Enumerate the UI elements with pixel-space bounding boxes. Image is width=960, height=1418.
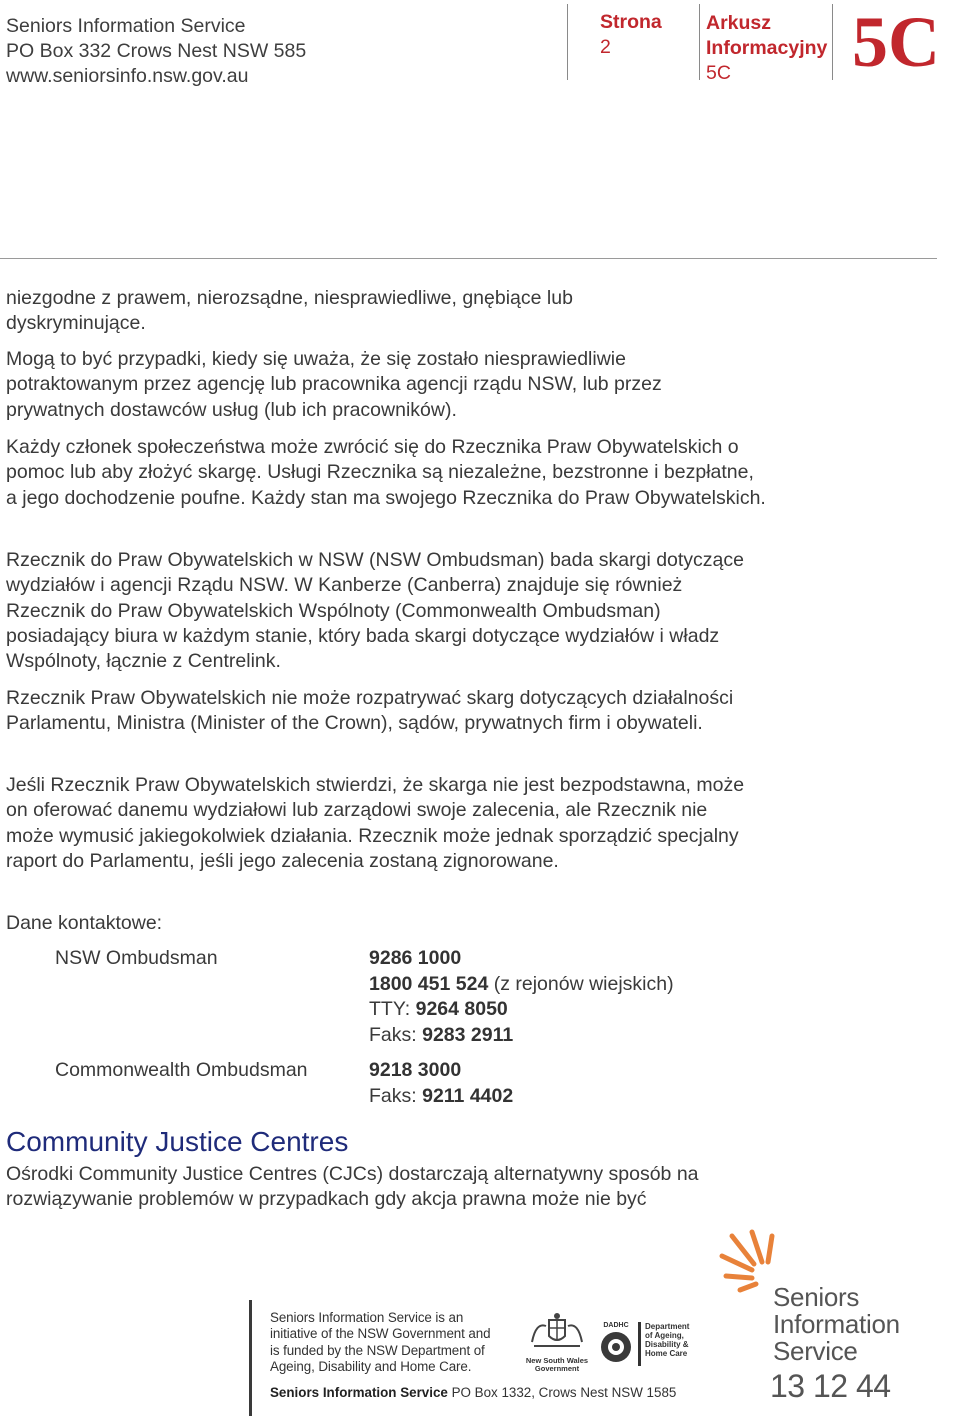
dadhc-logo	[598, 1322, 690, 1368]
dadhc-line: Department	[645, 1322, 690, 1331]
paragraph	[6, 773, 756, 874]
footer-funding-note	[270, 1310, 490, 1376]
dadhc-emblem	[598, 1322, 634, 1368]
page-indicator	[600, 10, 662, 60]
paragraph-continuation	[6, 286, 906, 337]
contact-phone: 9286 1000	[369, 947, 462, 969]
contacts-heading	[6, 911, 906, 936]
paragraph-line: dyskryminujące.	[6, 312, 146, 335]
dadhc-abbr: DADHC	[603, 1322, 629, 1329]
tty-label: TTY:	[369, 998, 416, 1020]
section-title: Community Justice Centres	[6, 1126, 349, 1157]
dadhc-divider	[638, 1322, 641, 1366]
paragraph-text: Mogą to być przypadki, kiedy się uważa, że się zostało niesprawiedliwie potraktowanym przez agencję lub pracownika agencji rządu NSW, lub przez prywatnych dostawców usług (lub ich pracowników).	[6, 348, 662, 421]
contact-row	[55, 1058, 915, 1109]
paragraph-text: Każdy członek społeczeństwa może zwrócić się do Rzecznika Praw Obywatelskich o pomoc lub aby złożyć skargę. Usługi Rzecznika są niezależne, bezstronne i bezpłatne, a jego dochodzenie poufne. Każdy stan ma swojego Rzecznika do Praw Obywatelskich.	[6, 436, 766, 509]
paragraph	[6, 435, 766, 511]
sheet-label: Arkusz	[706, 12, 772, 34]
dadhc-line: Home Care	[645, 1349, 688, 1358]
fax-label: Faks:	[369, 1023, 423, 1046]
dadhc-line: Disability &	[645, 1340, 689, 1349]
nsw-caption-line: New South Wales	[525, 1356, 589, 1365]
contact-values	[369, 946, 674, 1048]
paragraph-text: Rzecznik do Praw Obywatelskich w NSW (NSW Ombudsman) bada skargi dotyczące wydziałów i agencji Rządu NSW. W Kanberze (Canberra) znajduje się również Rzecznik do Praw Obywatelskich Wspólnoty (Commonwealth Ombudsman) posiadający biura w każdym stanie, który bada skargi dotyczące wydziałów i władz Wspólnoty, łącznie z Centrelink.	[6, 549, 744, 673]
paragraph-line: niezgodne z prawem, nierozsądne, niesprawiedliwe, gnębiące lub	[6, 287, 573, 309]
footer-line: Seniors Information Service is an	[270, 1310, 464, 1325]
header-divider	[567, 4, 568, 80]
sheet-id: 5C	[706, 62, 731, 84]
footer-address-text: PO Box 1332, Crows Nest NSW 1585	[447, 1385, 677, 1400]
section-text: Ośrodki Community Justice Centres (CJCs) dostarczają alternatywny sposób na rozwiązywanie problemów w przypadkach gdy akcja prawna może nie być	[6, 1163, 699, 1211]
footer-address-name: Seniors Information Service	[270, 1385, 448, 1400]
header-divider	[699, 4, 700, 80]
nsw-caption-line: Government	[534, 1364, 580, 1373]
contact-row	[55, 946, 915, 1048]
contact-rural-phone: 1800 451 524	[369, 972, 489, 995]
seniors-info-phone: 13 12 44	[770, 1368, 891, 1404]
sheet-indicator	[706, 11, 827, 86]
contact-name: NSW Ombudsman	[55, 947, 218, 969]
org-name: Seniors Information Service	[6, 15, 246, 37]
dadhc-circle-icon	[598, 1329, 634, 1365]
coat-of-arms-icon	[524, 1312, 590, 1352]
contact-fax: 9283 2911	[422, 1023, 514, 1046]
contact-tty: 9264 8050	[415, 998, 508, 1020]
contact-fax: 9211 4402	[422, 1084, 514, 1107]
logo-line: Seniors	[773, 1282, 860, 1312]
seniors-info-logo-text	[773, 1284, 900, 1365]
paragraph	[6, 548, 766, 674]
contact-values	[369, 1058, 513, 1109]
paragraph-text: Rzecznik Praw Obywatelskich nie może rozpatrywać skarg dotyczących działalności Parlamentu, Ministra (Minister of the Crown), sądów, prywatnych firm i obywateli.	[6, 687, 734, 735]
logo-line: Information	[773, 1309, 900, 1339]
contact-rural-note: (z rejonów wiejskich)	[488, 972, 674, 995]
paragraph-text: Jeśli Rzecznik Praw Obywatelskich stwierdzi, że skarga nie jest bezpodstawna, może on oferować danemu wydziałowi lub zarządowi swoje zalecenia, ale Rzecznik nie może wymusić jakiegokolwiek działania. Rzecznik może jednak sporządzić specjalny raport do Parlamentu, jeśli jego zalecenia zostaną zignorowane.	[6, 774, 745, 872]
contact-phone: 9218 3000	[369, 1059, 462, 1081]
logo-line: Service	[773, 1336, 858, 1366]
contacts-heading-text: Dane kontaktowe:	[6, 912, 163, 934]
nsw-government-logo	[524, 1312, 590, 1373]
dadhc-line: of Ageing,	[645, 1331, 684, 1340]
paragraph	[6, 347, 726, 423]
org-address: PO Box 332 Crows Nest NSW 585	[6, 40, 307, 62]
dadhc-caption	[645, 1322, 689, 1358]
contacts-table	[55, 946, 915, 1109]
nsw-caption	[524, 1357, 590, 1373]
footer-line: initiative of the NSW Government and	[270, 1326, 491, 1342]
header-organization	[6, 14, 306, 89]
footer-address	[270, 1385, 676, 1400]
footer-line: is funded by the NSW Department of	[270, 1342, 485, 1358]
fax-label: Faks:	[369, 1084, 423, 1107]
section-paragraph	[6, 1162, 776, 1213]
sheet-id-large: 5C	[852, 2, 940, 82]
header-divider	[832, 4, 833, 80]
org-website: www.seniorsinfo.nsw.gov.au	[6, 65, 249, 87]
paragraph	[6, 686, 736, 737]
page-number: 2	[600, 36, 611, 58]
header-rule	[0, 258, 937, 259]
sheet-label: Informacyjny	[706, 37, 828, 59]
footer-line: Ageing, Disability and Home Care.	[270, 1359, 472, 1375]
contact-name: Commonwealth Ombudsman	[55, 1059, 308, 1081]
page-label: Strona	[600, 11, 662, 33]
footer-divider	[249, 1300, 252, 1416]
